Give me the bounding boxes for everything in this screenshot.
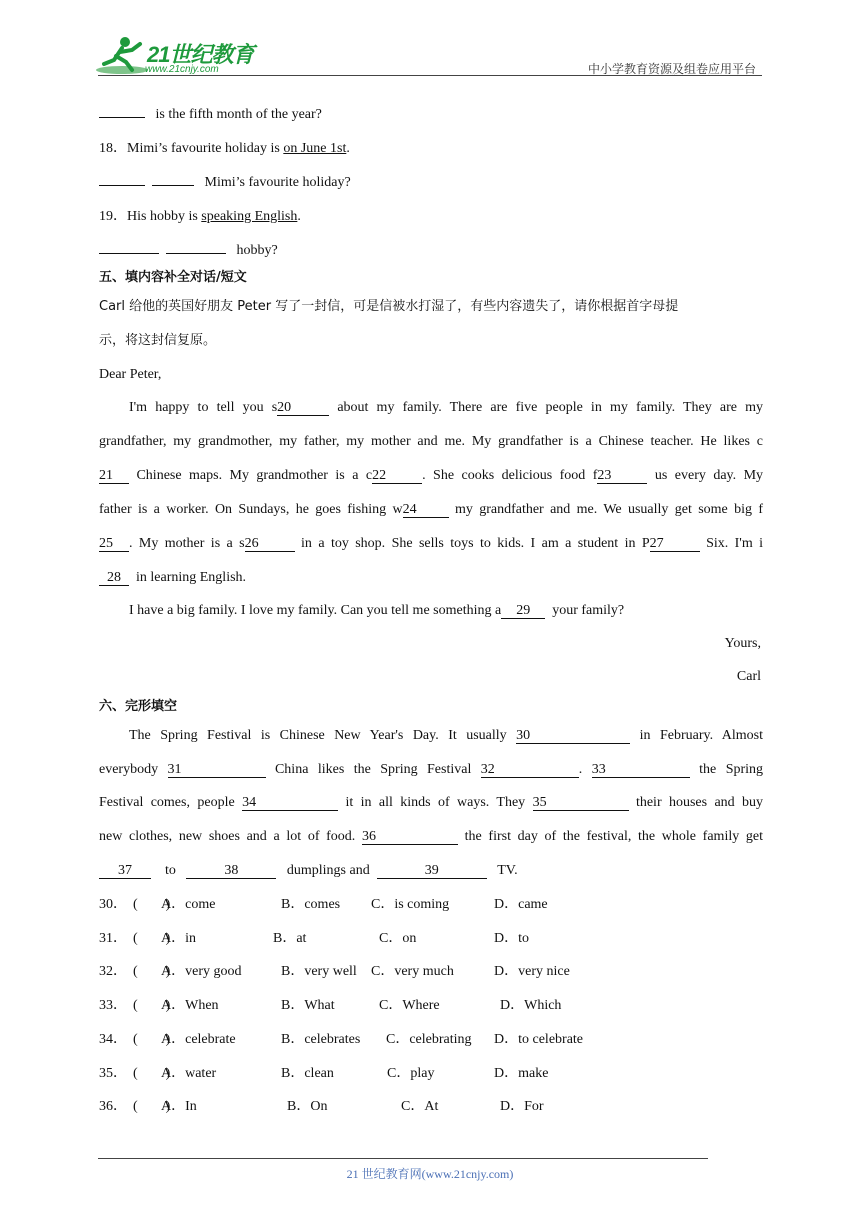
option-b[interactable]: B．comes xyxy=(281,897,341,912)
text: us every day. My xyxy=(654,468,764,483)
option-a[interactable]: A．come xyxy=(161,897,216,912)
letter-line-5 xyxy=(99,534,763,554)
q18-tail: Mimi’s favourite holiday? xyxy=(204,175,351,190)
section5-instr2: 示，将这封信复原。 xyxy=(99,333,217,348)
q18-post: . xyxy=(346,141,350,156)
option-c[interactable]: C．on xyxy=(379,931,417,946)
blank-23: 23 xyxy=(597,469,647,484)
q19-num: 19． xyxy=(99,209,127,224)
option-a[interactable]: A．celebrate xyxy=(161,1032,236,1047)
text: the Spring xyxy=(699,762,764,777)
blank-36: 36 xyxy=(362,830,458,845)
platform-title: 中小学教育资源及组卷应用平台 xyxy=(587,62,756,76)
footer-text: 21 世纪教育网(www.21cnjy.com) xyxy=(346,1167,514,1181)
text: I have a big family. I love my family. Can you tell me something a xyxy=(129,603,502,618)
text: everybody xyxy=(99,762,159,777)
q19-rewrite xyxy=(99,241,278,261)
cloze-line-5 xyxy=(99,861,518,881)
text: in February. Almost xyxy=(639,728,763,743)
letter-greeting: Dear Peter, xyxy=(99,367,162,382)
runner-logo-icon xyxy=(92,34,152,78)
letter-closing: Yours, xyxy=(724,636,761,651)
text: . My mother is a s xyxy=(129,536,245,551)
q18-num: 18． xyxy=(99,141,127,156)
option-c[interactable]: C．celebrating xyxy=(386,1032,472,1047)
choice-paren: ( ) xyxy=(133,931,171,946)
blank-32: 32 xyxy=(481,763,579,778)
footer-divider xyxy=(98,1158,708,1159)
letter-line-7 xyxy=(129,601,624,621)
q18-rewrite xyxy=(99,173,351,193)
blank-31: 31 xyxy=(168,763,266,778)
blank-30: 30 xyxy=(516,729,630,744)
q18 xyxy=(99,139,350,159)
text: about my family. There are five people in my family. They are my xyxy=(337,400,763,415)
text: new clothes, new shoes and a lot of food. xyxy=(99,829,356,844)
choice-num: 35． xyxy=(99,1066,127,1081)
text: . She cooks delicious food f xyxy=(422,468,598,483)
q19 xyxy=(99,207,301,227)
logo-text: 21世纪教育 xyxy=(147,42,254,67)
q19-underlined: speaking English xyxy=(201,209,298,224)
text: . xyxy=(578,762,583,777)
letter-line-2 xyxy=(99,432,763,452)
cloze-line-2 xyxy=(99,760,763,780)
option-b[interactable]: B．What xyxy=(281,998,335,1013)
option-b[interactable]: B．at xyxy=(273,931,307,946)
text: grandfather, my grandmother, my father, my mother and me. My grandfather is a Chinese teacher. He likes c xyxy=(99,434,763,449)
choice-num: 34． xyxy=(99,1032,127,1047)
option-d[interactable]: D．Which xyxy=(500,998,562,1013)
cloze-line-4 xyxy=(99,827,763,847)
letter-line-6 xyxy=(99,568,246,588)
option-d[interactable]: D．make xyxy=(494,1066,549,1081)
choice-paren: ( ) xyxy=(133,998,171,1013)
choice-num: 33． xyxy=(99,998,127,1013)
header-divider xyxy=(98,75,762,76)
option-a[interactable]: A．water xyxy=(161,1066,217,1081)
blank-25: 25 xyxy=(99,537,129,552)
blank-35: 35 xyxy=(533,796,629,811)
section5-instr1: Carl 给他的英国好朋友 Peter 写了一封信，可是信被水打湿了，有些内容遗失了，请你根据首字母提 xyxy=(99,299,679,314)
q19-tail: hobby? xyxy=(236,243,278,258)
q18-underlined: on June 1st xyxy=(283,141,347,156)
option-a[interactable]: A．very good xyxy=(161,964,242,979)
blank xyxy=(99,185,145,186)
blank xyxy=(152,185,194,186)
option-c[interactable]: C．At xyxy=(401,1099,439,1114)
text: China likes the Spring Festival xyxy=(274,762,472,777)
blank xyxy=(166,253,226,254)
text: Six. I'm i xyxy=(706,536,764,551)
blank xyxy=(99,253,159,254)
text: it in all kinds of ways. They xyxy=(345,795,526,810)
section5-title: 五、填内容补全对话/短文 xyxy=(99,270,247,285)
cloze-line-3 xyxy=(99,793,763,813)
option-a[interactable]: A．In xyxy=(161,1099,197,1114)
choice-paren: ( ) xyxy=(133,964,171,979)
blank-21: 21 xyxy=(99,469,129,484)
blank-39: 39 xyxy=(377,864,487,879)
option-a[interactable]: A．When xyxy=(161,998,219,1013)
blank-24: 24 xyxy=(403,503,449,518)
q17-tail: is the fifth month of the year? xyxy=(155,107,322,122)
blank-37: 37 xyxy=(99,864,151,879)
choice-num: 32． xyxy=(99,964,127,979)
choice-paren: ( ) xyxy=(133,1099,171,1114)
text: the first day of the festival, the whole family get xyxy=(464,829,763,844)
text: Chinese maps. My grandmother is a c xyxy=(136,468,373,483)
choice-num: 30． xyxy=(99,897,127,912)
choice-paren: ( ) xyxy=(133,1066,171,1081)
option-d[interactable]: D．to celebrate xyxy=(494,1032,584,1047)
blank-22: 22 xyxy=(372,469,422,484)
q19-post: . xyxy=(297,209,301,224)
q19-pre: His hobby is xyxy=(127,209,202,224)
text: The Spring Festival is Chinese New Year's Day. It usually xyxy=(129,728,507,743)
choice-paren: ( ) xyxy=(133,1032,171,1047)
option-b[interactable]: B．very well xyxy=(281,964,357,979)
q18-pre: Mimi’s favourite holiday is xyxy=(127,141,284,156)
text: father is a worker. On Sundays, he goes fishing w xyxy=(99,502,403,517)
option-c[interactable]: C．play xyxy=(387,1066,435,1081)
choice-paren: ( ) xyxy=(133,897,171,912)
q17-rewrite xyxy=(99,105,322,125)
option-d[interactable]: D．very nice xyxy=(494,964,570,979)
text: in a toy shop. She sells toys to kids. I am a student in P xyxy=(301,536,650,551)
text: their houses and buy xyxy=(635,795,764,810)
blank-33: 33 xyxy=(592,763,690,778)
text: I'm happy to tell you s xyxy=(129,400,278,415)
text: to xyxy=(165,863,176,878)
option-b[interactable]: B．On xyxy=(287,1099,328,1114)
blank-20: 20 xyxy=(277,401,329,416)
blank-38: 38 xyxy=(186,864,276,879)
option-c[interactable]: C．very much xyxy=(371,964,454,979)
option-d[interactable]: D．For xyxy=(500,1099,544,1114)
letter-line-3 xyxy=(99,466,763,486)
text: TV. xyxy=(497,863,518,878)
blank-34: 34 xyxy=(242,796,338,811)
text: in learning English. xyxy=(136,570,247,585)
option-d[interactable]: D．to xyxy=(494,931,529,946)
option-a[interactable]: A．in xyxy=(161,931,196,946)
option-d[interactable]: D．came xyxy=(494,897,548,912)
option-c[interactable]: C．Where xyxy=(379,998,440,1013)
blank-28: 28 xyxy=(99,571,129,586)
section6-title: 六、完形填空 xyxy=(99,699,178,714)
letter-line-4 xyxy=(99,500,763,520)
blank xyxy=(99,117,145,118)
option-b[interactable]: B．celebrates xyxy=(281,1032,361,1047)
logo-url: www.21cnjy.com xyxy=(145,64,219,75)
blank-27: 27 xyxy=(650,537,700,552)
option-b[interactable]: B．clean xyxy=(281,1066,334,1081)
cloze-line-1 xyxy=(129,726,763,746)
text: my grandfather and me. We usually get some big f xyxy=(454,502,763,517)
blank-26: 26 xyxy=(245,537,295,552)
text: Festival comes, people xyxy=(99,795,235,810)
text: your family? xyxy=(552,603,625,618)
letter-line-1 xyxy=(129,398,763,418)
choice-num: 36． xyxy=(99,1099,127,1114)
choice-num: 31． xyxy=(99,931,127,946)
option-c[interactable]: C．is coming xyxy=(371,897,450,912)
text: dumplings and xyxy=(286,863,370,878)
blank-29: 29 xyxy=(501,604,545,619)
letter-signature: Carl xyxy=(736,669,761,684)
